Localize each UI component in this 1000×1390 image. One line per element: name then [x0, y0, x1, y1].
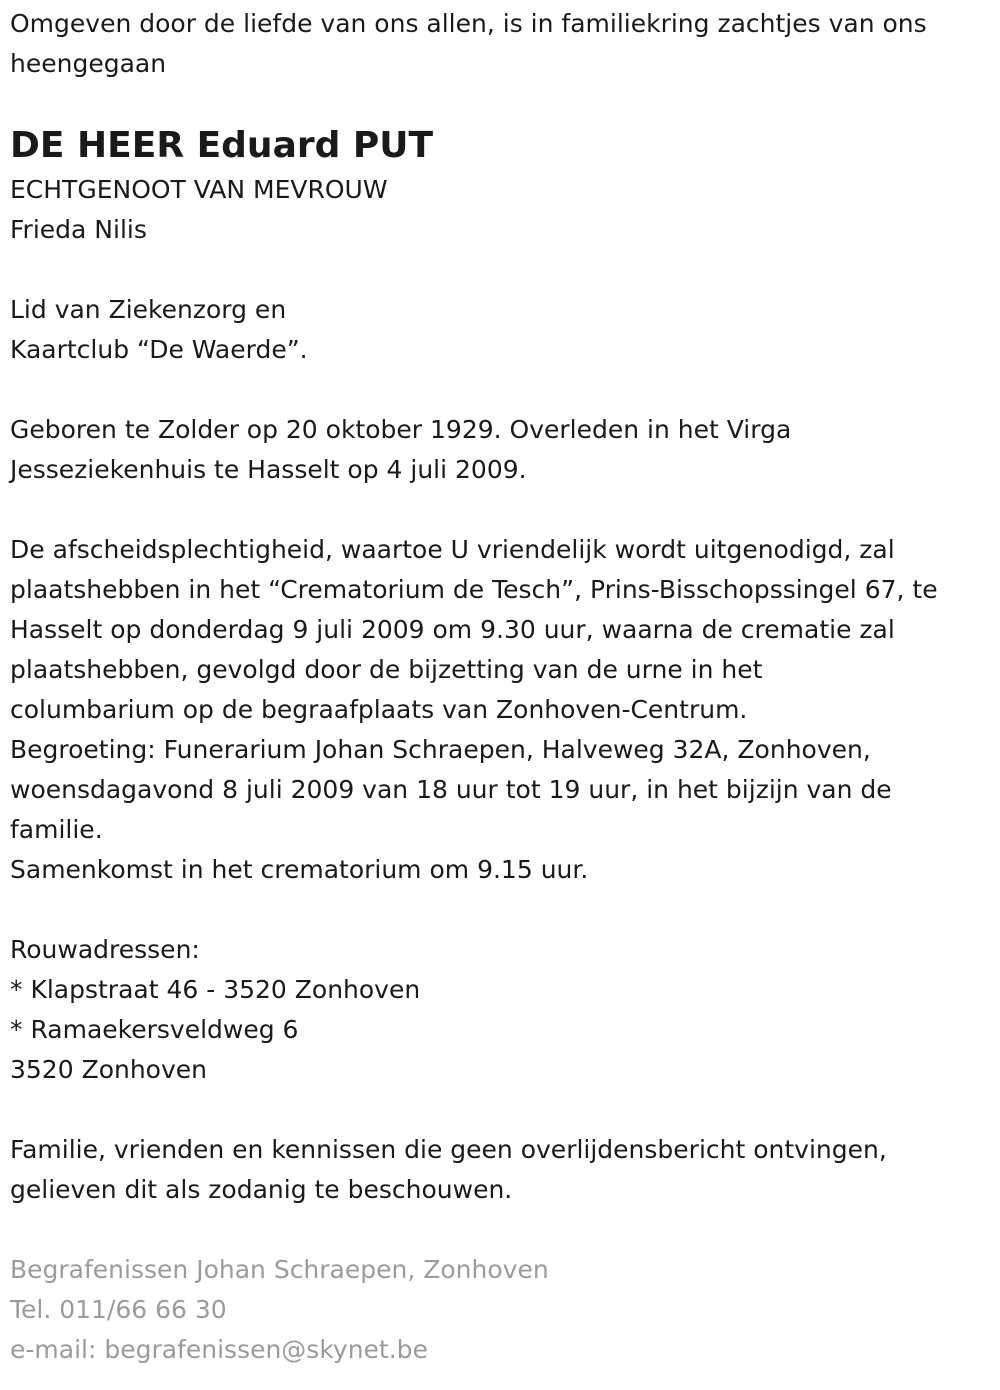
- intro-paragraph: [10, 4, 990, 84]
- spouse-line: ECHTGENOOT VAN MEVROUW: [10, 175, 388, 204]
- funeral-home-email: e-mail: begrafenissen@skynet.be: [10, 1335, 428, 1364]
- ceremony-line: familie.: [10, 815, 103, 844]
- ceremony-line: columbarium op de begraafplaats van Zonhoven-Centrum.: [10, 695, 748, 724]
- ceremony-line: plaatshebben, gevolgd door de bijzetting van de urne in het: [10, 655, 763, 684]
- ceremony-block: [10, 530, 990, 890]
- deceased-name: DE HEER Eduard PUT: [10, 125, 434, 166]
- birth-death-line: Geboren te Zolder op 20 oktober 1929. Overleden in het Virga: [10, 415, 792, 444]
- membership-line: Kaartclub “De Waerde”.: [10, 335, 308, 364]
- addresses-heading: Rouwadressen:: [10, 935, 200, 964]
- spacer: [10, 1210, 990, 1250]
- spouse-block: [10, 170, 990, 250]
- membership-line: Lid van Ziekenzorg en: [10, 295, 287, 324]
- ceremony-line: De afscheidsplechtigheid, waartoe U vriendelijk wordt uitgenodigd, zal: [10, 535, 895, 564]
- address-line: * Klapstraat 46 - 3520 Zonhoven: [10, 975, 421, 1004]
- intro-line: heengegaan: [10, 49, 167, 78]
- address-line: * Ramaekersveldweg 6: [10, 1015, 299, 1044]
- birth-death-line: Jesseziekenhuis te Hasselt op 4 juli 2009.: [10, 455, 527, 484]
- notice-block: [10, 1130, 990, 1210]
- birth-death-block: [10, 410, 990, 490]
- address-line: 3520 Zonhoven: [10, 1055, 207, 1084]
- funeral-home-name: Begrafenissen Johan Schraepen, Zonhoven: [10, 1255, 549, 1284]
- spacer: [10, 1090, 990, 1130]
- spacer: [10, 490, 990, 530]
- ceremony-line: Hasselt op donderdag 9 juli 2009 om 9.30 uur, waarna de crematie zal: [10, 615, 895, 644]
- ceremony-line: plaatshebben in het “Crematorium de Tesch”, Prins-Bisschopssingel 67, te: [10, 575, 938, 604]
- funeral-home-footer: [10, 1250, 990, 1370]
- ceremony-line: Begroeting: Funerarium Johan Schraepen, Halveweg 32A, Zonhoven,: [10, 735, 871, 764]
- notice-line: gelieven dit als zodanig te beschouwen.: [10, 1175, 513, 1204]
- spacer: [10, 84, 990, 122]
- membership-block: [10, 290, 990, 370]
- spacer: [10, 370, 990, 410]
- intro-line: Omgeven door de liefde van ons allen, is in familiekring zachtjes van ons: [10, 9, 927, 38]
- ceremony-line: Samenkomst in het crematorium om 9.15 uur.: [10, 855, 589, 884]
- spacer: [10, 250, 990, 290]
- spouse-line: Frieda Nilis: [10, 215, 147, 244]
- ceremony-line: woensdagavond 8 juli 2009 van 18 uur tot 19 uur, in het bijzijn van de: [10, 775, 892, 804]
- addresses-block: [10, 930, 990, 1090]
- notice-line: Familie, vrienden en kennissen die geen overlijdensbericht ontvingen,: [10, 1135, 887, 1164]
- funeral-home-phone: Tel. 011/66 66 30: [10, 1295, 227, 1324]
- spacer: [10, 890, 990, 930]
